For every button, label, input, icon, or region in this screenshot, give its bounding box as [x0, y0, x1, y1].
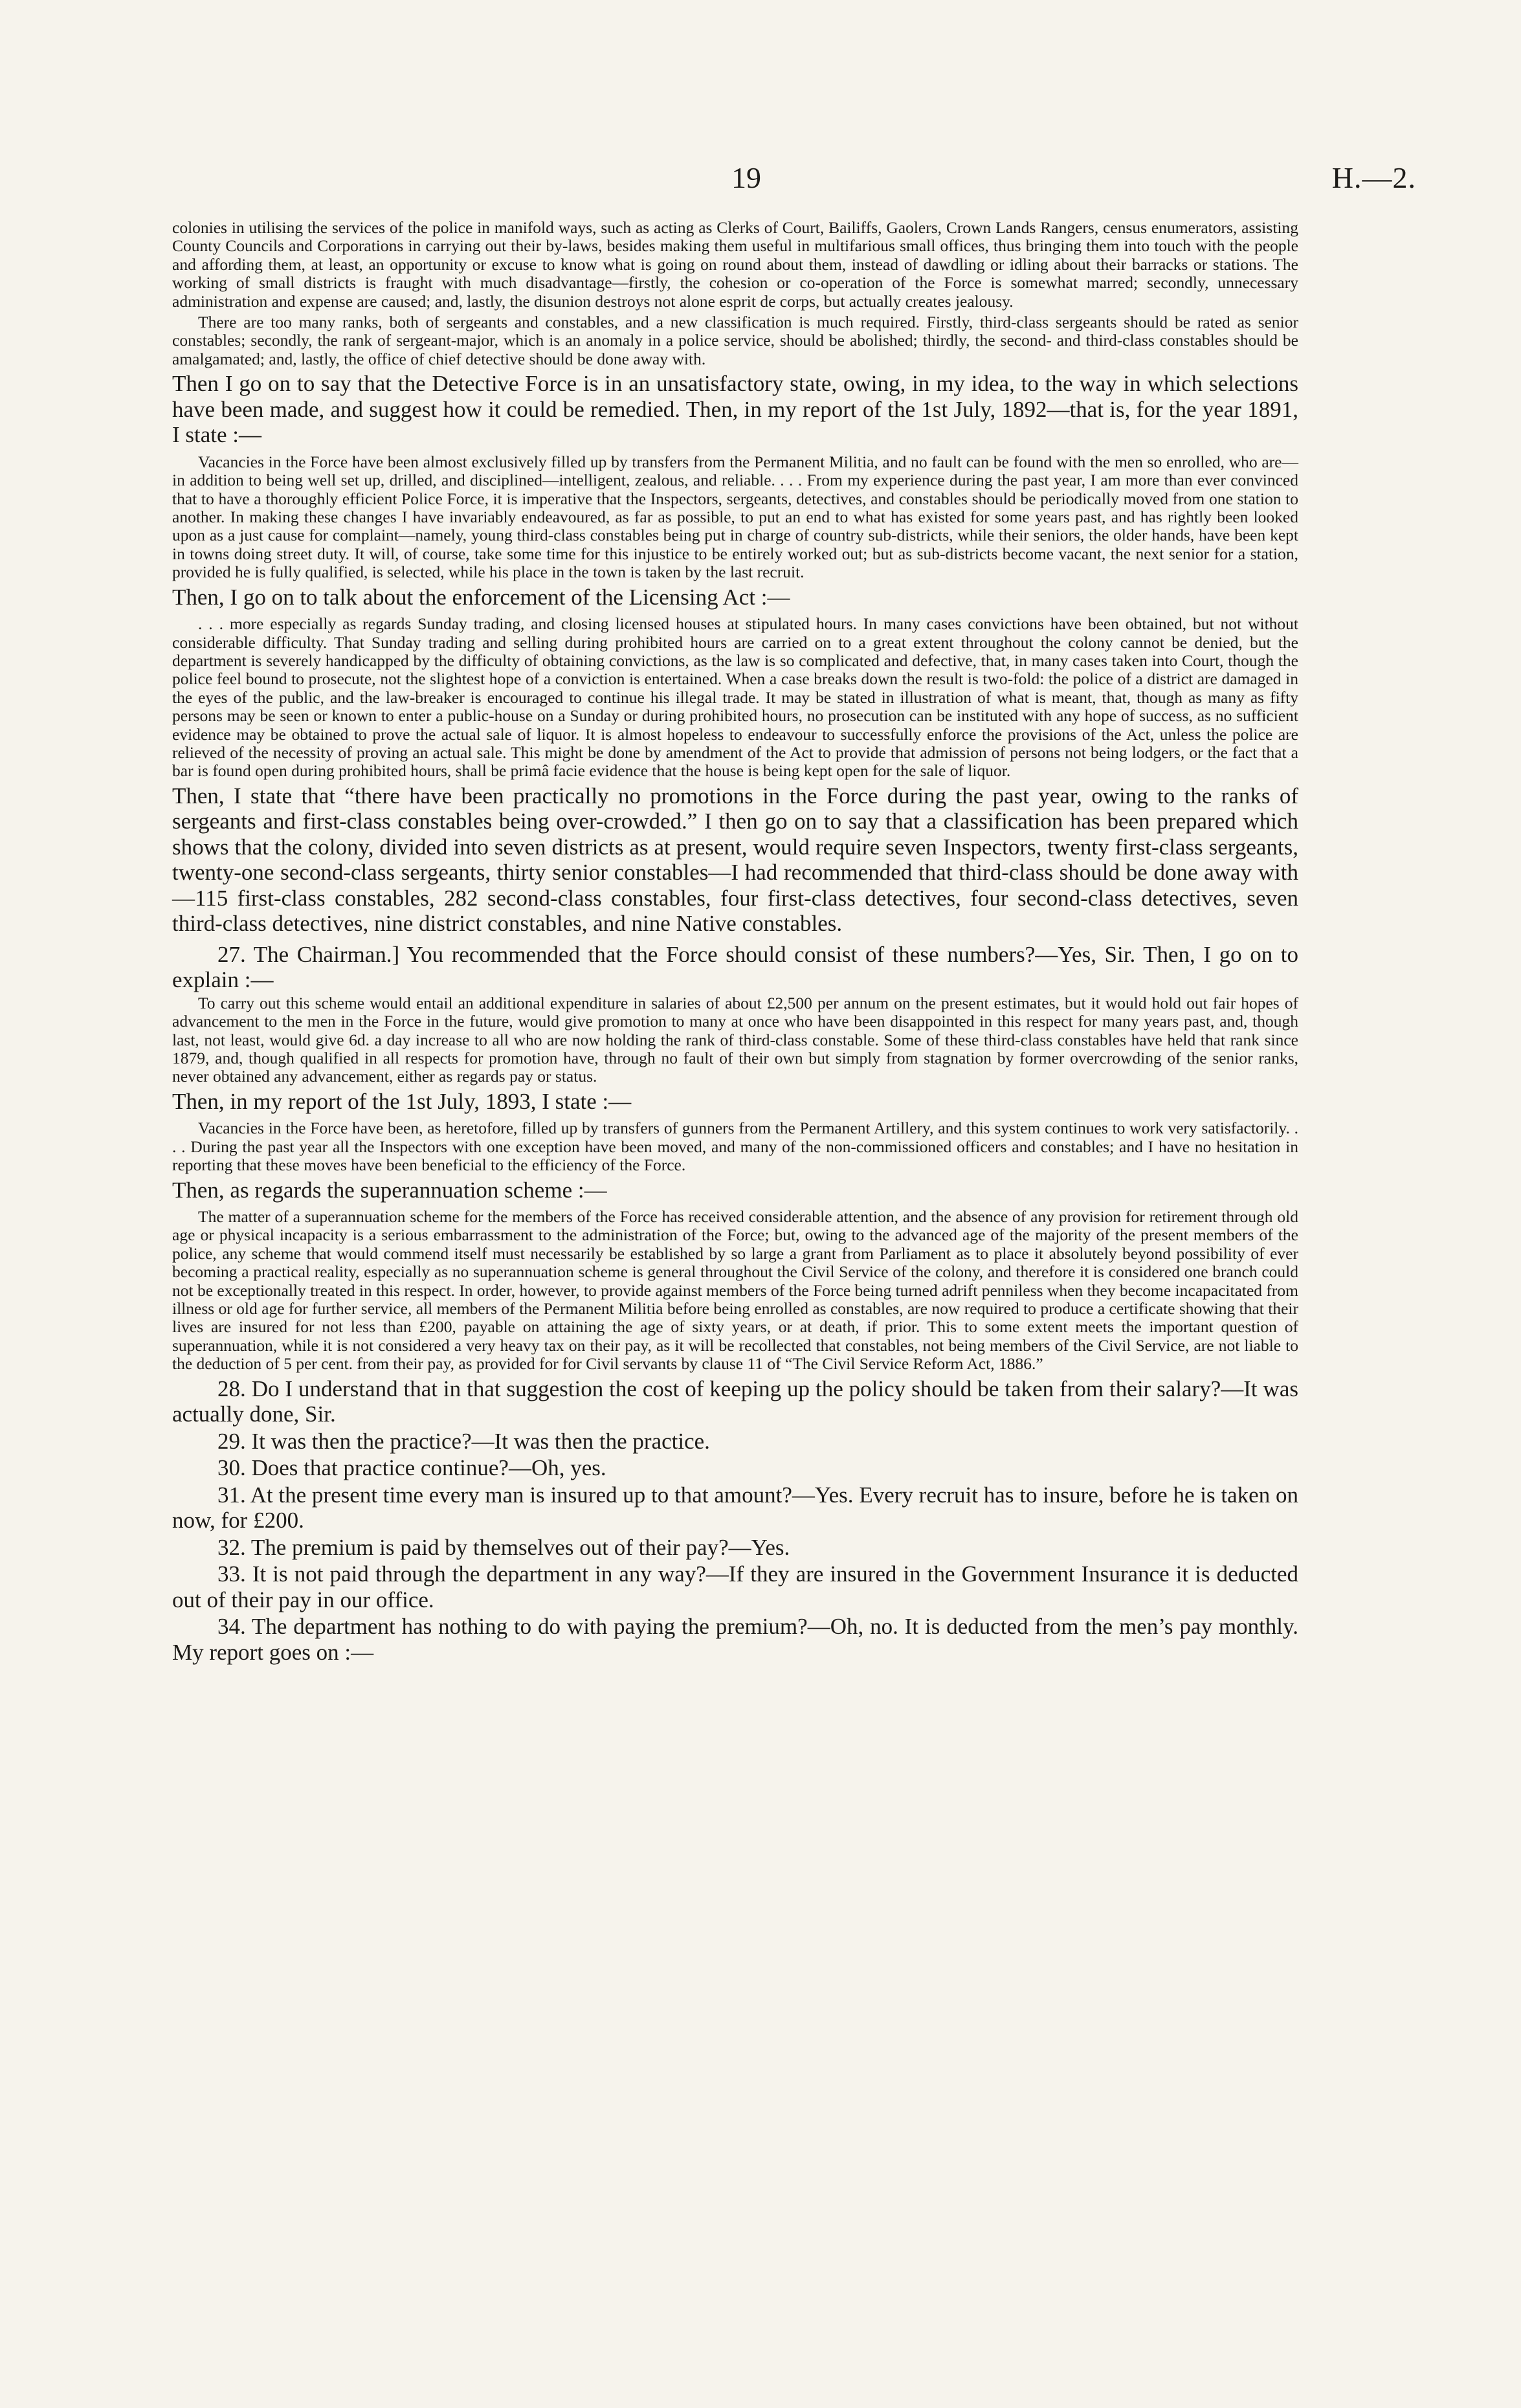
- quote-paragraph: There are too many ranks, both of sergeants and constables, and a new classification is much required. Firstly, third-class sergeants should be rated as senior constables; secondly, the rank of sergeant-major, which is an anomaly in a police service, should be abolished; thirdly, the second- and third-class constables should be amalgamated; and, lastly, the office of chief detective should be done away with.: [172, 313, 1298, 368]
- body-paragraph: Then, as regards the superannuation scheme :—: [172, 1177, 607, 1203]
- body-paragraph: Then I go on to say that the Detective Force is in an unsatisfactory state, owing, in my idea, to the way in which selections have been made, and suggest how it could be remedied. Then, in my report of the 1st July, 1892—that is, for the year 1891, I state :—: [172, 371, 1298, 448]
- question-answer: 33. It is not paid through the department in any way?—If they are insured in the Government Insurance it is deducted out of their pay in our office.: [172, 1561, 1298, 1612]
- question-answer: 27. The Chairman.] You recommended that the Force should consist of these numbers?—Yes, Sir. Then, I go on to explain :—: [172, 941, 1298, 993]
- quote-paragraph: Vacancies in the Force have been almost exclusively filled up by transfers from the Permanent Militia, and no fault can be found with the men so enrolled, who are—in addition to being well set up, drilled, and disciplined—intelligent, zealous, and reliable. . . . From my experience during the past year, I am more than ever convinced that to have a thoroughly efficient Police Force, it is imperative that the Inspectors, sergeants, detectives, and constables should be periodically moved from one station to another. In making these changes I have invariably endeavoured, as far as possible, to put an end to what has existed for some years past, and has rightly been looked upon as a just cause for complaint—namely, young third-class constables being put in charge of country sub-districts, while their seniors, the older hands, have been kept in towns doing street duty. It will, of course, take some time for this injustice to be entirely worked out; but as sub-districts become vacant, the next senior for a station, provided he is fully qualified, is selected, while his place in the town is taken by the last recruit.: [172, 452, 1298, 582]
- page-body: [172, 219, 1298, 1666]
- question-answer: 31. At the present time every man is insured up to that amount?—Yes. Every recruit has to insure, before he is taken on now, for £200.: [172, 1482, 1298, 1533]
- question-answer: 34. The department has nothing to do with paying the premium?—Oh, no. It is deducted from the men’s pay monthly. My report goes on :—: [172, 1614, 1298, 1665]
- quote-paragraph: The matter of a superannuation scheme for the members of the Force has received considerable attention, and the absence of any provision for retirement through old age or physical incapacity is a serious embarrassment to the administration of the Force; but, owing to the advanced age of the majority of the present members of the police, any scheme that would commend itself must necessarily be established by so large a grant from Parliament as to place it absolutely beyond possibility of ever becoming a practical reality, especially as no superannuation scheme is general throughout the Civil Service of the colony, and therefore it is considered one branch could not be exceptionally treated in this respect. In order, however, to provide against members of the Force being turned adrift penniless when they become incapacitated from illness or old age for further service, all members of the Permanent Militia before being enrolled as constables, are now required to produce a certificate showing that their lives are insured for not less than £200, payable on attaining the age of sixty years, or at death, if prior. This to some extent meets the important question of superannuation, while it is not considered a very heavy tax on their pay, as it will be recollected that constables, not being members of the Civil Service, are not liable to the deduction of 5 per cent. from their pay, as provided for for Civil servants by clause 11 of “The Civil Service Reform Act, 1886.”: [172, 1207, 1298, 1374]
- quote-paragraph: colonies in utilising the services of the police in manifold ways, such as acting as Clerks of Court, Bailiffs, Gaolers, Crown Lands Rangers, census enumerators, assisting County Councils and Corporations in carrying out their by-laws, besides making them useful in multifarious small offices, thus bringing them into touch with the people and affording them, at least, an opportunity or excuse to know what is going on round about them, instead of dawdling or idling about their barracks or stations. The working of small districts is fraught with much disadvantage—firstly, the cohesion or co-operation of the Force is somewhat marred; secondly, unnecessary administration and expense are caused; and, lastly, the disunion destroys not alone esprit de corps, but actually creates jealousy.: [172, 218, 1298, 311]
- body-paragraph: Then, in my report of the 1st July, 1893, I state :—: [172, 1088, 632, 1114]
- document-reference: H.—2.: [1331, 161, 1416, 194]
- question-answer: 29. It was then the practice?—It was then the practice.: [217, 1428, 710, 1454]
- page-number: 19: [731, 161, 761, 194]
- question-answer: 32. The premium is paid by themselves out of their pay?—Yes.: [217, 1534, 790, 1560]
- body-paragraph: Then, I state that “there have been practically no promotions in the Force during the past year, owing to the ranks of sergeants and first-class constables being over-crowded.” I then go on to say that a classification has been prepared which shows that the colony, divided into seven districts as at present, would require seven Inspectors, twenty first-class sergeants, twenty-one second-class sergeants, thirty senior constables—I had recommended that third-class should be done away with—115 first-class constables, 282 second-class constables, four first-class detectives, four second-class detectives, seven third-class detectives, nine district constables, and nine Native constables.: [172, 783, 1298, 937]
- quote-paragraph: . . . more especially as regards Sunday trading, and closing licensed houses at stipulated hours. In many cases convictions have been obtained, but not without considerable difficulty. That Sunday trading and selling during prohibited hours are carried on to a great extent throughout the colony cannot be denied, but the department is severely handicapped by the difficulty of obtaining convictions, as the law is so complicated and defective, that, in many cases taken into Court, though the police feel bound to prosecute, not the slightest hope of a conviction is entertained. When a case breaks down the result is two-fold: the police of a district are damaged in the eyes of the public, and the law-breaker is encouraged to continue his illegal trade. It may be stated in illustration of what is meant, that, though as many as fifty persons may be seen or known to enter a public-house on a Sunday or during prohibited hours, no prosecution can be instituted with any hope of success, as no sufficient evidence may be obtained to prove the actual sale of liquor. It is almost hopeless to endeavour to successfully enforce the provisions of the Act, unless the police are relieved of the necessity of proving an actual sale. This might be done by amendment of the Act to provide that admission of persons not being lodgers, or the fact that a bar is found open during prohibited hours, shall be primâ facie evidence that the house is being kept open for the sale of liquor.: [172, 614, 1298, 781]
- question-answer: 30. Does that practice continue?—Oh, yes.: [217, 1455, 606, 1481]
- quote-paragraph: Vacancies in the Force have been, as heretofore, filled up by transfers of gunners from the Permanent Artillery, and this system continues to work very satisfactorily. . . . During the past year all the Inspectors with one exception have been moved, and many of the non-commissioned officers and constables; and I have no hesitation in reporting that these moves have been beneficial to the efficiency of the Force.: [172, 1119, 1298, 1175]
- question-answer: 28. Do I understand that in that suggestion the cost of keeping up the policy should be taken from their salary?—It was actually done, Sir.: [172, 1376, 1298, 1427]
- quote-paragraph: To carry out this scheme would entail an additional expenditure in salaries of about £2,500 per annum on the present estimates, but it would hold out fair hopes of advancement to the men in the Force in the future, would give promotion to many at once who have been disappointed in this respect for many years past, and, though last, not least, would give 6d. a day increase to all who are now holding the rank of third-class constable. Some of these third-class constables have held that rank since 1879, and, though qualified in all respects for promotion have, through no fault of their own but simply from stagnation by former overcrowding of the senior ranks, never obtained any advancement, either as regards pay or status.: [172, 993, 1298, 1086]
- body-paragraph: Then, I go on to talk about the enforcement of the Licensing Act :—: [172, 584, 790, 610]
